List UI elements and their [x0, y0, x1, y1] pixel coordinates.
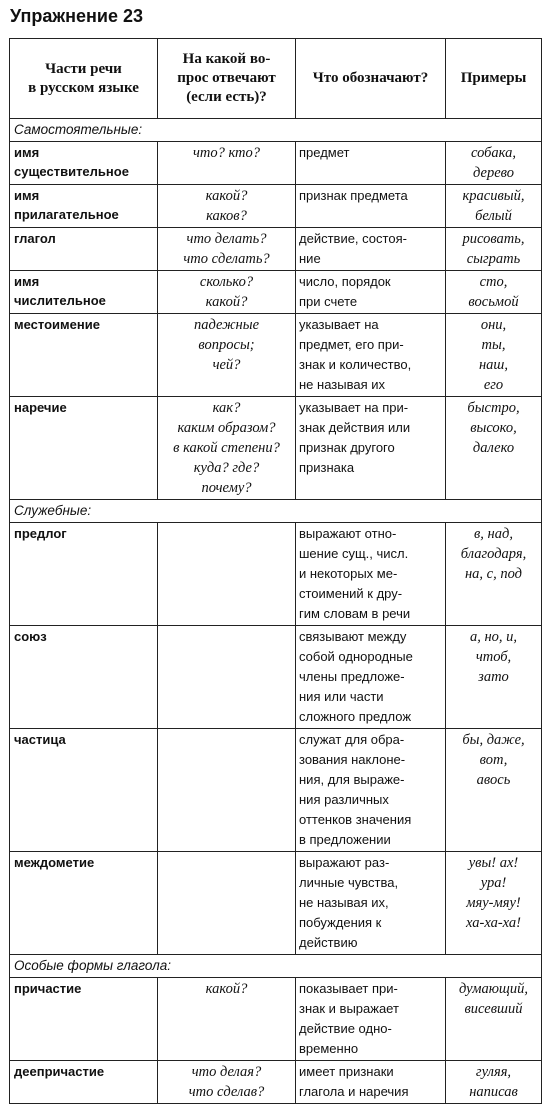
cell-line: зования наклоне-	[299, 752, 406, 767]
part-of-speech-cell	[10, 142, 158, 185]
meaning-cell	[296, 626, 446, 729]
cell-line: при счете	[299, 294, 358, 309]
cell-line: каков?	[206, 208, 247, 224]
meaning-cell	[296, 142, 446, 185]
cell-line: какой?	[205, 188, 248, 204]
question-cell	[158, 228, 296, 271]
cell-line: предмет, его при-	[299, 337, 404, 352]
cell-line: зато	[478, 669, 509, 685]
examples-cell	[446, 397, 542, 500]
header-line: в русском языке	[28, 79, 139, 96]
cell-line: благодаря,	[460, 546, 527, 562]
cell-line: каким образом?	[177, 420, 276, 436]
section-label: Особые формы глагола:	[10, 955, 542, 978]
meaning-cell	[296, 729, 446, 852]
table-row	[10, 314, 542, 397]
cell-line: имеет признаки	[299, 1064, 394, 1079]
examples-cell	[446, 142, 542, 185]
table-row	[10, 271, 542, 314]
cell-line: показывает при-	[299, 981, 398, 996]
part-of-speech-cell	[10, 314, 158, 397]
meaning-cell	[296, 185, 446, 228]
cell-line: написав	[469, 1084, 518, 1100]
cell-line: куда? где?	[193, 460, 260, 476]
part-of-speech-cell	[10, 852, 158, 955]
part-of-speech-cell	[10, 626, 158, 729]
examples-cell	[446, 271, 542, 314]
header-line: На какой во-	[182, 51, 271, 67]
meaning-cell	[296, 852, 446, 955]
header-row	[10, 39, 542, 119]
cell-line: знак и выражает	[299, 1001, 399, 1016]
cell-line: сто,	[479, 274, 508, 290]
cell-line: имя	[14, 145, 40, 160]
part-of-speech-cell	[10, 523, 158, 626]
cell-line: связывают между	[299, 629, 407, 644]
parts-of-speech-table	[9, 38, 542, 1104]
table-row	[10, 397, 542, 500]
cell-line: какой?	[205, 294, 248, 310]
cell-line: собака,	[471, 145, 516, 161]
part-of-speech-cell	[10, 271, 158, 314]
part-of-speech-cell	[10, 1061, 158, 1104]
cell-line: временно	[299, 1041, 359, 1056]
cell-line: что сделав?	[188, 1084, 265, 1100]
cell-line: далеко	[472, 440, 515, 456]
part-of-speech-cell	[10, 978, 158, 1061]
cell-line: не называя их	[299, 377, 385, 392]
cell-line: имя	[14, 188, 40, 203]
cell-line: члены предложе-	[299, 669, 405, 684]
cell-line: причастие	[14, 981, 82, 996]
cell-line: мяу-мяу!	[466, 895, 521, 911]
cell-line: висевший	[464, 1001, 523, 1017]
cell-line: красивый,	[462, 188, 525, 204]
cell-line: почему?	[201, 480, 252, 496]
cell-line: глагола и наречия	[299, 1084, 409, 1099]
cell-line: междометие	[14, 855, 95, 870]
cell-line: наш,	[478, 357, 508, 373]
cell-line: высоко,	[470, 420, 517, 436]
cell-line: действию	[299, 935, 358, 950]
meaning-cell	[296, 314, 446, 397]
examples-cell	[446, 314, 542, 397]
cell-line: как?	[212, 400, 241, 416]
cell-line: ния, для выраже-	[299, 772, 405, 787]
cell-line: его	[483, 377, 504, 393]
question-cell	[158, 397, 296, 500]
cell-line: признак другого	[299, 440, 395, 455]
cell-line: ние	[299, 251, 321, 266]
cell-line: указывает на	[299, 317, 379, 332]
cell-line: местоимение	[14, 317, 100, 332]
table-row	[10, 978, 542, 1061]
cell-line: числительное	[14, 293, 106, 308]
meaning-cell	[296, 271, 446, 314]
cell-line: число, порядок	[299, 274, 391, 289]
examples-cell	[446, 185, 542, 228]
cell-line: наречие	[14, 400, 67, 415]
cell-line: выражают отно-	[299, 526, 397, 541]
part-of-speech-cell	[10, 185, 158, 228]
cell-line: думающий,	[458, 981, 529, 997]
part-of-speech-cell	[10, 228, 158, 271]
cell-line: личные чувства,	[299, 875, 399, 890]
examples-cell	[446, 523, 542, 626]
cell-line: быстро,	[467, 400, 520, 416]
cell-line: падежные	[193, 317, 260, 333]
cell-line: какой?	[205, 981, 248, 997]
header-parts-of-speech	[10, 39, 158, 119]
cell-line: вот,	[479, 752, 508, 768]
cell-line: собой однородные	[299, 649, 413, 664]
meaning-cell	[296, 523, 446, 626]
examples-cell	[446, 729, 542, 852]
cell-line: что сделать?	[183, 251, 270, 267]
header-line: прос отвечают	[177, 70, 276, 86]
cell-line: они,	[480, 317, 507, 333]
meaning-cell	[296, 1061, 446, 1104]
cell-line: служат для обра-	[299, 732, 405, 747]
cell-line: знак и количество,	[299, 357, 412, 372]
part-of-speech-cell	[10, 397, 158, 500]
cell-line: ха-ха-ха!	[466, 915, 521, 931]
examples-cell	[446, 852, 542, 955]
question-cell	[158, 142, 296, 185]
cell-line: что делая?	[191, 1064, 262, 1080]
cell-line: на, с, под	[464, 566, 523, 582]
cell-line: в предложении	[299, 832, 391, 847]
section-row	[10, 955, 542, 978]
cell-line: гим словам в речи	[299, 606, 411, 621]
cell-line: ура!	[480, 875, 507, 891]
cell-line: что? кто?	[192, 145, 261, 161]
part-of-speech-cell	[10, 729, 158, 852]
cell-line: восьмой	[468, 294, 519, 310]
cell-line: не называя их,	[299, 895, 389, 910]
cell-line: рисовать,	[462, 231, 525, 247]
examples-cell	[446, 626, 542, 729]
cell-line: союз	[14, 629, 47, 644]
header-line: Части речи	[45, 60, 122, 77]
cell-line: ния различных	[299, 792, 389, 807]
cell-line: выражают раз-	[299, 855, 390, 870]
examples-cell	[446, 228, 542, 271]
table-row	[10, 1061, 542, 1104]
cell-line: частица	[14, 732, 66, 747]
cell-line: ты,	[481, 337, 506, 353]
section-label: Служебные:	[10, 500, 542, 523]
question-cell	[158, 185, 296, 228]
header-examples: Примеры	[446, 39, 542, 119]
cell-line: сколько?	[199, 274, 254, 290]
cell-line: бы, даже,	[462, 732, 525, 748]
meaning-cell	[296, 228, 446, 271]
cell-line: гуляя,	[475, 1064, 512, 1080]
table-row	[10, 142, 542, 185]
cell-line: признак предмета	[299, 188, 408, 203]
table-row	[10, 729, 542, 852]
question-cell	[158, 729, 296, 852]
question-cell	[158, 626, 296, 729]
header-question	[158, 39, 296, 119]
table-row	[10, 185, 542, 228]
cell-line: в какой степени?	[173, 440, 280, 456]
question-cell	[158, 852, 296, 955]
cell-line: знак действия или	[299, 420, 411, 435]
cell-line: сложного предлож	[299, 709, 412, 724]
section-row	[10, 500, 542, 523]
cell-line: в, над,	[474, 526, 513, 542]
cell-line: ния или части	[299, 689, 384, 704]
examples-cell	[446, 1061, 542, 1104]
cell-line: действие, состоя-	[299, 231, 407, 246]
cell-line: признака	[299, 460, 355, 475]
question-cell	[158, 978, 296, 1061]
meaning-cell	[296, 397, 446, 500]
question-cell	[158, 523, 296, 626]
question-cell	[158, 1061, 296, 1104]
meaning-cell	[296, 978, 446, 1061]
cell-line: дерево	[473, 165, 514, 181]
cell-line: белый	[475, 208, 512, 224]
cell-line: имя	[14, 274, 40, 289]
cell-line: сыграть	[466, 251, 521, 267]
table-row	[10, 523, 542, 626]
cell-line: авось	[476, 772, 511, 788]
cell-line: что делать?	[186, 231, 267, 247]
question-cell	[158, 314, 296, 397]
cell-line: предмет	[299, 145, 350, 160]
cell-line: а, но, и,	[469, 629, 518, 645]
cell-line: действие одно-	[299, 1021, 392, 1036]
cell-line: стоимений к дру-	[299, 586, 403, 601]
table-row	[10, 228, 542, 271]
header-meaning: Что обозначают?	[296, 39, 446, 119]
cell-line: прилагательное	[14, 207, 119, 222]
cell-line: деепричастие	[14, 1064, 105, 1079]
section-label: Самостоятельные:	[10, 119, 542, 142]
cell-line: чей?	[212, 357, 241, 373]
question-cell	[158, 271, 296, 314]
cell-line: и некоторых ме-	[299, 566, 398, 581]
header-line: (если есть)?	[186, 89, 267, 105]
cell-line: глагол	[14, 231, 56, 246]
cell-line: чтоб,	[475, 649, 512, 665]
cell-line: оттенков значения	[299, 812, 412, 827]
cell-line: побуждения к	[299, 915, 382, 930]
cell-line: вопросы;	[198, 337, 255, 353]
table-row	[10, 626, 542, 729]
cell-line: указывает на при-	[299, 400, 409, 415]
table-row	[10, 852, 542, 955]
cell-line: увы! ах!	[468, 855, 519, 871]
section-row	[10, 119, 542, 142]
examples-cell	[446, 978, 542, 1061]
cell-line: предлог	[14, 526, 67, 541]
exercise-title: Упражнение 23	[10, 6, 144, 26]
cell-line: существительное	[14, 164, 129, 179]
cell-line: шение сущ., числ.	[299, 546, 409, 561]
